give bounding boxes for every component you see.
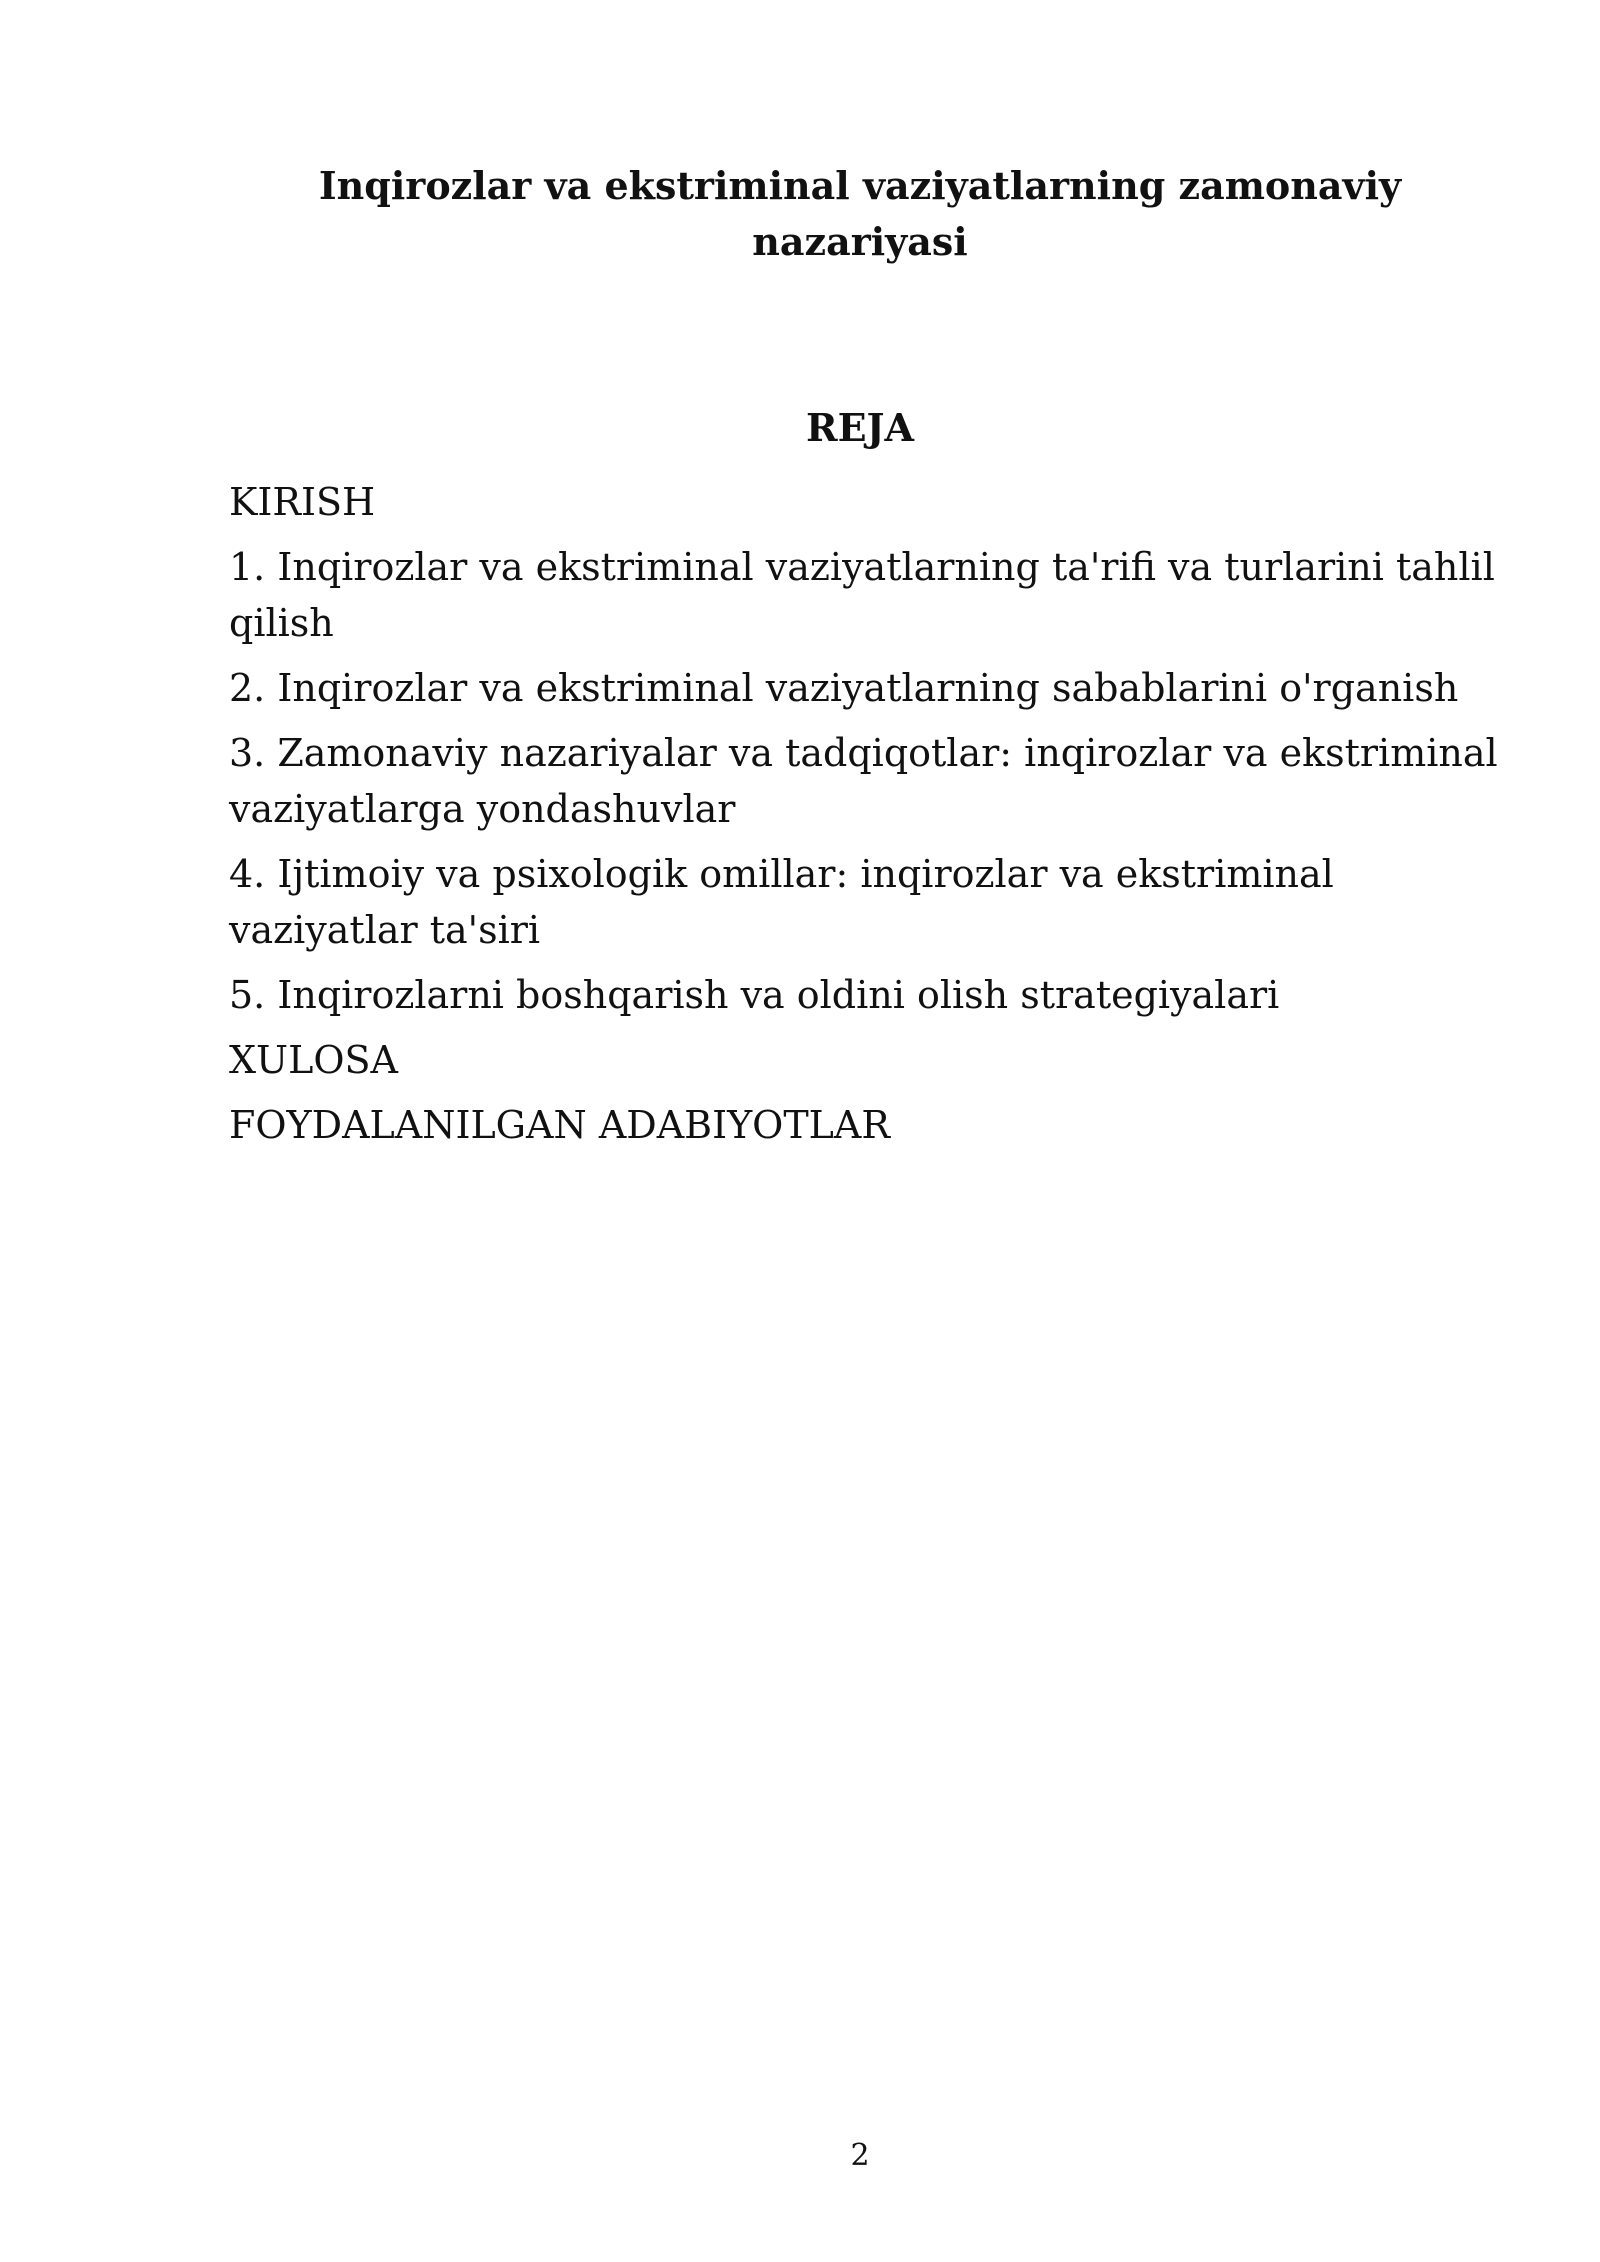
- document-title: [300, 158, 1420, 270]
- document-title-line-1: Inqirozlar va ekstriminal vaziyatlarning zamonaviy: [318, 163, 1402, 208]
- plan-list: [229, 474, 1519, 1162]
- page-number: 2: [850, 2138, 870, 2173]
- plan-item-2: 2. Inqirozlar va ekstriminal vaziyatlarning sabablarini o'rganish: [229, 666, 1459, 710]
- plan-heading: REJA: [805, 405, 914, 450]
- document-title-line-2: nazariyasi: [752, 219, 968, 264]
- plan-item-references: FOYDALANILGAN ADABIYOTLAR: [229, 1103, 890, 1147]
- plan-item-introduction: KIRISH: [229, 480, 376, 524]
- plan-item-conclusion: XULOSA: [229, 1038, 398, 1082]
- plan-item-3: 3. Zamonaviy nazariyalar va tadqiqotlar: inqirozlar va ekstriminal vaziyatlarga yondashuvlar: [229, 731, 1498, 831]
- plan-item-4: 4. Ijtimoiy va psixologik omillar: inqirozlar va ekstriminal vaziyatlar ta'siri: [229, 852, 1334, 952]
- plan-item-5: 5. Inqirozlarni boshqarish va oldini olish strategiyalari: [229, 973, 1280, 1017]
- plan-item-1: 1. Inqirozlar va ekstriminal vaziyatlarning ta'rifi va turlarini tahlil qilish: [229, 545, 1495, 645]
